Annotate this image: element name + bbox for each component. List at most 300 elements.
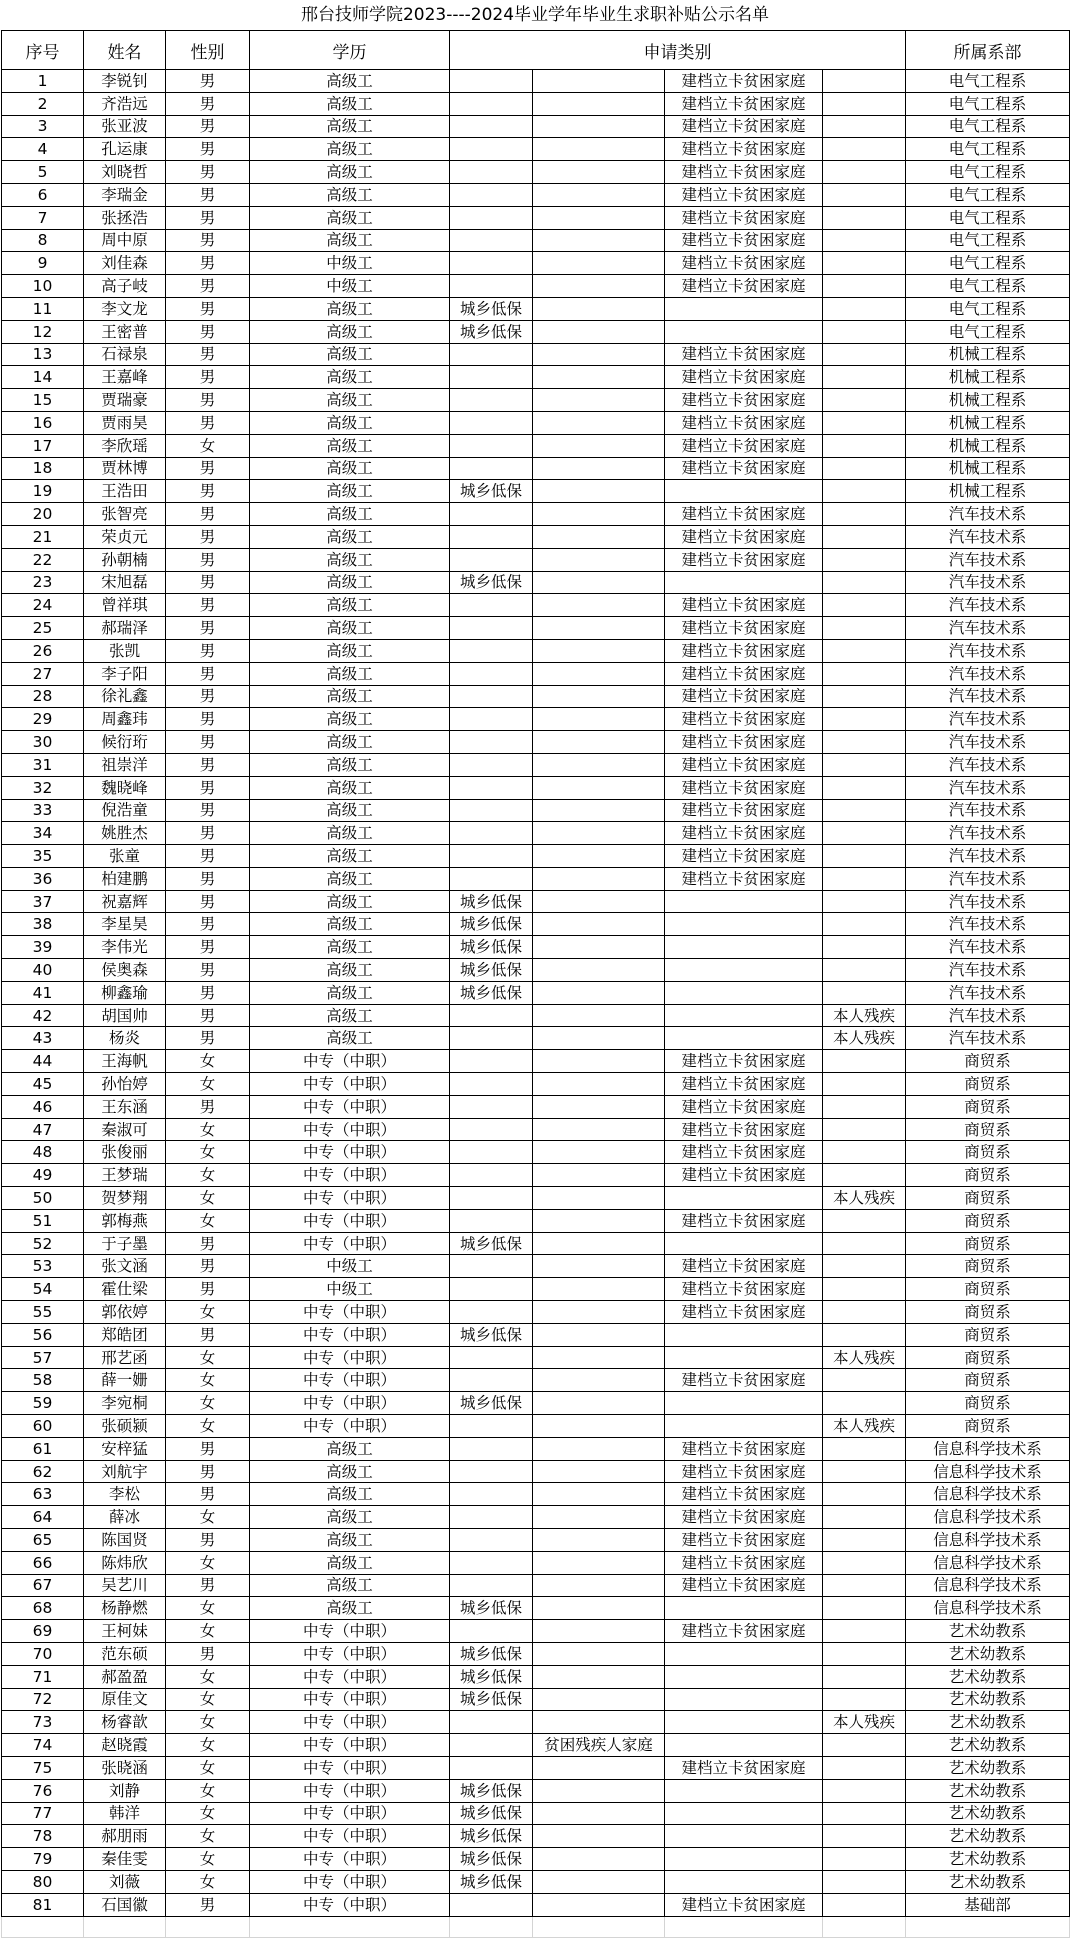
cell-name: 魏晓峰	[84, 776, 166, 799]
cell-education: 中专（中职）	[250, 1232, 450, 1255]
cell-gender: 男	[166, 1004, 250, 1027]
cell-gender: 男	[166, 731, 250, 754]
cell-category-self-disabled	[823, 1050, 906, 1073]
cell-gender: 男	[166, 936, 250, 959]
cell-category-disabled-family	[533, 1118, 665, 1141]
header-name: 姓名	[84, 31, 166, 70]
cell-category-self-disabled	[823, 959, 906, 982]
cell-category-self-disabled	[823, 503, 906, 526]
table-row	[2, 1415, 1070, 1438]
cell-category-self-disabled	[823, 457, 906, 480]
table-row	[2, 936, 1070, 959]
cell-dept: 商贸系	[906, 1209, 1070, 1232]
cell-category-disabled-family: 贫困残疾人家庭	[533, 1734, 665, 1757]
table-row	[2, 981, 1070, 1004]
cell-gender: 男	[166, 92, 250, 115]
cell-category-self-disabled	[823, 1209, 906, 1232]
cell-no: 51	[2, 1209, 84, 1232]
cell-dept: 商贸系	[906, 1050, 1070, 1073]
cell-category-self-disabled	[823, 1756, 906, 1779]
cell-category-poverty-file: 建档立卡贫困家庭	[665, 548, 823, 571]
cell-name: 李宛桐	[84, 1392, 166, 1415]
cell-no: 36	[2, 867, 84, 890]
cell-gender: 男	[166, 799, 250, 822]
cell-name: 柳鑫瑜	[84, 981, 166, 1004]
cell-category-dibao	[450, 708, 533, 731]
cell-name: 王嘉峰	[84, 366, 166, 389]
cell-category-disabled-family	[533, 115, 665, 138]
cell-category-self-disabled	[823, 548, 906, 571]
empty-cell	[533, 1916, 665, 1937]
table-row	[2, 1574, 1070, 1597]
cell-dept: 汽车技术系	[906, 617, 1070, 640]
table-row	[2, 1255, 1070, 1278]
table-row	[2, 1004, 1070, 1027]
cell-category-dibao	[450, 1209, 533, 1232]
cell-dept: 汽车技术系	[906, 776, 1070, 799]
cell-category-self-disabled	[823, 70, 906, 93]
cell-dept: 艺术幼教系	[906, 1802, 1070, 1825]
cell-category-poverty-file: 建档立卡贫困家庭	[665, 343, 823, 366]
cell-category-disabled-family	[533, 822, 665, 845]
cell-category-disabled-family	[533, 1825, 665, 1848]
cell-name: 张凯	[84, 639, 166, 662]
cell-no: 2	[2, 92, 84, 115]
cell-category-self-disabled: 本人残疾	[823, 1711, 906, 1734]
table-row	[2, 1369, 1070, 1392]
cell-education: 高级工	[250, 639, 450, 662]
cell-category-poverty-file	[665, 1415, 823, 1438]
cell-category-self-disabled	[823, 1118, 906, 1141]
cell-category-poverty-file: 建档立卡贫困家庭	[665, 1095, 823, 1118]
cell-category-self-disabled	[823, 1460, 906, 1483]
cell-no: 46	[2, 1095, 84, 1118]
cell-gender: 男	[166, 343, 250, 366]
cell-category-dibao	[450, 617, 533, 640]
cell-education: 高级工	[250, 594, 450, 617]
cell-dept: 汽车技术系	[906, 503, 1070, 526]
cell-no: 78	[2, 1825, 84, 1848]
cell-education: 高级工	[250, 1597, 450, 1620]
cell-category-dibao	[450, 1529, 533, 1552]
cell-category-poverty-file: 建档立卡贫困家庭	[665, 1118, 823, 1141]
cell-name: 杨炎	[84, 1027, 166, 1050]
cell-dept: 艺术幼教系	[906, 1665, 1070, 1688]
cell-education: 高级工	[250, 138, 450, 161]
cell-dept: 商贸系	[906, 1255, 1070, 1278]
cell-category-poverty-file	[665, 1711, 823, 1734]
cell-category-self-disabled	[823, 1437, 906, 1460]
cell-category-poverty-file: 建档立卡贫困家庭	[665, 1073, 823, 1096]
cell-category-poverty-file: 建档立卡贫困家庭	[665, 1437, 823, 1460]
cell-name: 胡国帅	[84, 1004, 166, 1027]
cell-no: 31	[2, 753, 84, 776]
subsidy-table	[1, 30, 1070, 1938]
cell-education: 高级工	[250, 799, 450, 822]
cell-education: 中专（中职）	[250, 1392, 450, 1415]
cell-category-disabled-family	[533, 161, 665, 184]
cell-category-dibao	[450, 867, 533, 890]
cell-name: 秦佳雯	[84, 1848, 166, 1871]
cell-dept: 汽车技术系	[906, 731, 1070, 754]
cell-category-poverty-file: 建档立卡贫困家庭	[665, 1164, 823, 1187]
cell-name: 张拯浩	[84, 206, 166, 229]
cell-no: 66	[2, 1551, 84, 1574]
cell-no: 76	[2, 1779, 84, 1802]
table-row	[2, 92, 1070, 115]
cell-category-dibao: 城乡低保	[450, 1642, 533, 1665]
cell-dept: 商贸系	[906, 1323, 1070, 1346]
table-row	[2, 252, 1070, 275]
cell-category-poverty-file: 建档立卡贫困家庭	[665, 799, 823, 822]
cell-gender: 女	[166, 1620, 250, 1643]
cell-category-self-disabled	[823, 1551, 906, 1574]
cell-category-self-disabled	[823, 867, 906, 890]
cell-category-disabled-family	[533, 594, 665, 617]
cell-category-disabled-family	[533, 890, 665, 913]
cell-dept: 艺术幼教系	[906, 1642, 1070, 1665]
cell-gender: 男	[166, 275, 250, 298]
cell-category-disabled-family	[533, 731, 665, 754]
cell-category-poverty-file	[665, 1825, 823, 1848]
cell-category-disabled-family	[533, 913, 665, 936]
cell-gender: 女	[166, 434, 250, 457]
cell-gender: 女	[166, 1301, 250, 1324]
cell-category-poverty-file: 建档立卡贫困家庭	[665, 1369, 823, 1392]
cell-name: 张硕颍	[84, 1415, 166, 1438]
cell-education: 中专（中职）	[250, 1073, 450, 1096]
cell-education: 中专（中职）	[250, 1620, 450, 1643]
cell-name: 王梦瑞	[84, 1164, 166, 1187]
cell-name: 霍仕梁	[84, 1278, 166, 1301]
cell-education: 中专（中职）	[250, 1050, 450, 1073]
table-row	[2, 1323, 1070, 1346]
cell-dept: 商贸系	[906, 1278, 1070, 1301]
cell-category-self-disabled	[823, 1574, 906, 1597]
empty-cell	[2, 1916, 84, 1937]
cell-education: 中专（中职）	[250, 1688, 450, 1711]
table-row	[2, 1164, 1070, 1187]
cell-name: 郑皓团	[84, 1323, 166, 1346]
cell-category-self-disabled	[823, 731, 906, 754]
cell-category-disabled-family	[533, 1095, 665, 1118]
cell-category-self-disabled	[823, 252, 906, 275]
cell-dept: 艺术幼教系	[906, 1870, 1070, 1893]
cell-category-self-disabled	[823, 183, 906, 206]
cell-dept: 信息科学技术系	[906, 1460, 1070, 1483]
cell-name: 杨睿歆	[84, 1711, 166, 1734]
cell-no: 7	[2, 206, 84, 229]
cell-name: 张俊丽	[84, 1141, 166, 1164]
cell-education: 高级工	[250, 867, 450, 890]
cell-category-dibao	[450, 799, 533, 822]
cell-category-disabled-family	[533, 1483, 665, 1506]
cell-category-disabled-family	[533, 206, 665, 229]
cell-category-dibao	[450, 1004, 533, 1027]
cell-category-dibao: 城乡低保	[450, 981, 533, 1004]
cell-category-disabled-family	[533, 1392, 665, 1415]
cell-name: 原佳文	[84, 1688, 166, 1711]
cell-category-self-disabled	[823, 890, 906, 913]
table-row	[2, 525, 1070, 548]
cell-dept: 艺术幼教系	[906, 1848, 1070, 1871]
table-row	[2, 275, 1070, 298]
cell-category-poverty-file	[665, 1870, 823, 1893]
cell-category-dibao	[450, 822, 533, 845]
cell-gender: 男	[166, 1255, 250, 1278]
cell-no: 30	[2, 731, 84, 754]
cell-no: 74	[2, 1734, 84, 1757]
cell-no: 6	[2, 183, 84, 206]
cell-education: 中专（中职）	[250, 1346, 450, 1369]
table-row	[2, 1118, 1070, 1141]
cell-dept: 汽车技术系	[906, 639, 1070, 662]
cell-name: 李伟光	[84, 936, 166, 959]
cell-dept: 电气工程系	[906, 138, 1070, 161]
cell-education: 高级工	[250, 959, 450, 982]
cell-education: 高级工	[250, 662, 450, 685]
cell-gender: 男	[166, 1437, 250, 1460]
cell-gender: 女	[166, 1073, 250, 1096]
cell-category-poverty-file: 建档立卡贫困家庭	[665, 662, 823, 685]
cell-gender: 男	[166, 1095, 250, 1118]
cell-category-disabled-family	[533, 1369, 665, 1392]
cell-no: 22	[2, 548, 84, 571]
cell-no: 9	[2, 252, 84, 275]
cell-no: 19	[2, 480, 84, 503]
cell-category-dibao	[450, 1893, 533, 1916]
table-row	[2, 913, 1070, 936]
cell-name: 倪浩童	[84, 799, 166, 822]
cell-dept: 电气工程系	[906, 92, 1070, 115]
cell-no: 33	[2, 799, 84, 822]
header-category: 申请类别	[450, 31, 906, 70]
cell-category-poverty-file: 建档立卡贫困家庭	[665, 685, 823, 708]
table-row	[2, 183, 1070, 206]
cell-education: 高级工	[250, 1004, 450, 1027]
cell-no: 58	[2, 1369, 84, 1392]
cell-category-disabled-family	[533, 1551, 665, 1574]
cell-gender: 男	[166, 1893, 250, 1916]
cell-dept: 机械工程系	[906, 366, 1070, 389]
cell-category-self-disabled	[823, 1369, 906, 1392]
cell-category-self-disabled	[823, 434, 906, 457]
cell-education: 高级工	[250, 1551, 450, 1574]
cell-category-dibao	[450, 685, 533, 708]
table-row	[2, 731, 1070, 754]
cell-category-dibao: 城乡低保	[450, 1870, 533, 1893]
cell-category-disabled-family	[533, 366, 665, 389]
header-row	[2, 31, 1070, 70]
cell-name: 赵晓霞	[84, 1734, 166, 1757]
cell-category-self-disabled	[823, 1642, 906, 1665]
cell-category-poverty-file	[665, 1779, 823, 1802]
cell-category-dibao	[450, 457, 533, 480]
cell-gender: 女	[166, 1050, 250, 1073]
cell-no: 21	[2, 525, 84, 548]
cell-no: 67	[2, 1574, 84, 1597]
cell-name: 安梓猛	[84, 1437, 166, 1460]
cell-category-poverty-file	[665, 1848, 823, 1871]
table-row	[2, 1597, 1070, 1620]
cell-category-disabled-family	[533, 1529, 665, 1552]
cell-gender: 男	[166, 571, 250, 594]
table-row	[2, 1483, 1070, 1506]
cell-education: 中专（中职）	[250, 1415, 450, 1438]
cell-category-disabled-family	[533, 229, 665, 252]
cell-name: 邢艺函	[84, 1346, 166, 1369]
cell-education: 高级工	[250, 183, 450, 206]
cell-category-dibao	[450, 1278, 533, 1301]
cell-category-poverty-file: 建档立卡贫困家庭	[665, 115, 823, 138]
cell-education: 高级工	[250, 548, 450, 571]
cell-category-dibao	[450, 229, 533, 252]
cell-category-self-disabled	[823, 1802, 906, 1825]
cell-category-disabled-family	[533, 183, 665, 206]
cell-category-poverty-file: 建档立卡贫困家庭	[665, 366, 823, 389]
cell-category-self-disabled	[823, 845, 906, 868]
cell-category-dibao	[450, 1346, 533, 1369]
cell-name: 张童	[84, 845, 166, 868]
cell-name: 祝嘉辉	[84, 890, 166, 913]
cell-category-poverty-file	[665, 320, 823, 343]
cell-category-self-disabled	[823, 1734, 906, 1757]
cell-category-self-disabled	[823, 411, 906, 434]
cell-no: 68	[2, 1597, 84, 1620]
cell-category-self-disabled	[823, 662, 906, 685]
cell-category-dibao	[450, 343, 533, 366]
cell-dept: 信息科学技术系	[906, 1506, 1070, 1529]
cell-no: 26	[2, 639, 84, 662]
cell-no: 47	[2, 1118, 84, 1141]
cell-category-dibao	[450, 1027, 533, 1050]
cell-dept: 电气工程系	[906, 229, 1070, 252]
cell-gender: 女	[166, 1141, 250, 1164]
cell-name: 韩洋	[84, 1802, 166, 1825]
cell-category-poverty-file: 建档立卡贫困家庭	[665, 708, 823, 731]
cell-dept: 电气工程系	[906, 206, 1070, 229]
cell-name: 刘晓哲	[84, 161, 166, 184]
cell-name: 张晓涵	[84, 1756, 166, 1779]
table-row	[2, 1734, 1070, 1757]
cell-category-poverty-file: 建档立卡贫困家庭	[665, 1620, 823, 1643]
cell-gender: 女	[166, 1665, 250, 1688]
header-no: 序号	[2, 31, 84, 70]
cell-gender: 男	[166, 70, 250, 93]
cell-gender: 男	[166, 1529, 250, 1552]
empty-cell	[250, 1916, 450, 1937]
cell-name: 贾瑞豪	[84, 389, 166, 412]
cell-category-poverty-file: 建档立卡贫困家庭	[665, 1255, 823, 1278]
cell-gender: 女	[166, 1118, 250, 1141]
cell-gender: 男	[166, 981, 250, 1004]
table-row	[2, 1802, 1070, 1825]
cell-no: 20	[2, 503, 84, 526]
cell-name: 孙朝楠	[84, 548, 166, 571]
cell-category-disabled-family	[533, 1506, 665, 1529]
cell-gender: 女	[166, 1392, 250, 1415]
table-row	[2, 776, 1070, 799]
table-row	[2, 480, 1070, 503]
cell-category-disabled-family	[533, 753, 665, 776]
cell-category-dibao: 城乡低保	[450, 1232, 533, 1255]
cell-category-poverty-file	[665, 1802, 823, 1825]
cell-dept: 商贸系	[906, 1187, 1070, 1210]
table-row	[2, 1278, 1070, 1301]
cell-category-dibao	[450, 1620, 533, 1643]
cell-name: 王海帆	[84, 1050, 166, 1073]
cell-gender: 男	[166, 617, 250, 640]
cell-name: 祖崇洋	[84, 753, 166, 776]
table-row	[2, 206, 1070, 229]
cell-category-poverty-file	[665, 1392, 823, 1415]
cell-dept: 商贸系	[906, 1346, 1070, 1369]
cell-dept: 汽车技术系	[906, 981, 1070, 1004]
cell-category-self-disabled	[823, 138, 906, 161]
cell-category-disabled-family	[533, 457, 665, 480]
cell-category-self-disabled	[823, 753, 906, 776]
cell-category-poverty-file: 建档立卡贫困家庭	[665, 275, 823, 298]
cell-category-self-disabled: 本人残疾	[823, 1187, 906, 1210]
cell-no: 37	[2, 890, 84, 913]
table-row	[2, 1027, 1070, 1050]
cell-category-self-disabled	[823, 1779, 906, 1802]
cell-category-poverty-file: 建档立卡贫困家庭	[665, 753, 823, 776]
table-row	[2, 639, 1070, 662]
cell-category-disabled-family	[533, 708, 665, 731]
cell-gender: 男	[166, 229, 250, 252]
cell-no: 23	[2, 571, 84, 594]
cell-category-disabled-family	[533, 776, 665, 799]
cell-education: 高级工	[250, 753, 450, 776]
cell-gender: 男	[166, 890, 250, 913]
cell-category-poverty-file: 建档立卡贫困家庭	[665, 1460, 823, 1483]
cell-dept: 信息科学技术系	[906, 1551, 1070, 1574]
table-row	[2, 959, 1070, 982]
cell-education: 中专（中职）	[250, 1118, 450, 1141]
cell-category-dibao	[450, 1415, 533, 1438]
cell-category-poverty-file: 建档立卡贫困家庭	[665, 1893, 823, 1916]
cell-name: 薛一姗	[84, 1369, 166, 1392]
cell-category-self-disabled: 本人残疾	[823, 1346, 906, 1369]
cell-no: 4	[2, 138, 84, 161]
cell-category-poverty-file: 建档立卡贫困家庭	[665, 867, 823, 890]
cell-category-disabled-family	[533, 662, 665, 685]
cell-no: 14	[2, 366, 84, 389]
cell-education: 高级工	[250, 480, 450, 503]
cell-category-dibao	[450, 1187, 533, 1210]
table-row	[2, 1529, 1070, 1552]
cell-education: 中专（中职）	[250, 1734, 450, 1757]
cell-education: 中专（中职）	[250, 1825, 450, 1848]
cell-category-self-disabled	[823, 1665, 906, 1688]
cell-category-self-disabled	[823, 525, 906, 548]
cell-category-dibao	[450, 70, 533, 93]
empty-cell	[450, 1916, 533, 1937]
cell-name: 高子岐	[84, 275, 166, 298]
cell-education: 中专（中职）	[250, 1756, 450, 1779]
cell-category-dibao: 城乡低保	[450, 1597, 533, 1620]
cell-name: 贾雨昊	[84, 411, 166, 434]
cell-no: 1	[2, 70, 84, 93]
cell-category-poverty-file: 建档立卡贫困家庭	[665, 183, 823, 206]
cell-category-self-disabled	[823, 92, 906, 115]
table-row	[2, 799, 1070, 822]
cell-category-dibao: 城乡低保	[450, 1688, 533, 1711]
cell-education: 中级工	[250, 252, 450, 275]
cell-gender: 男	[166, 753, 250, 776]
cell-gender: 女	[166, 1209, 250, 1232]
